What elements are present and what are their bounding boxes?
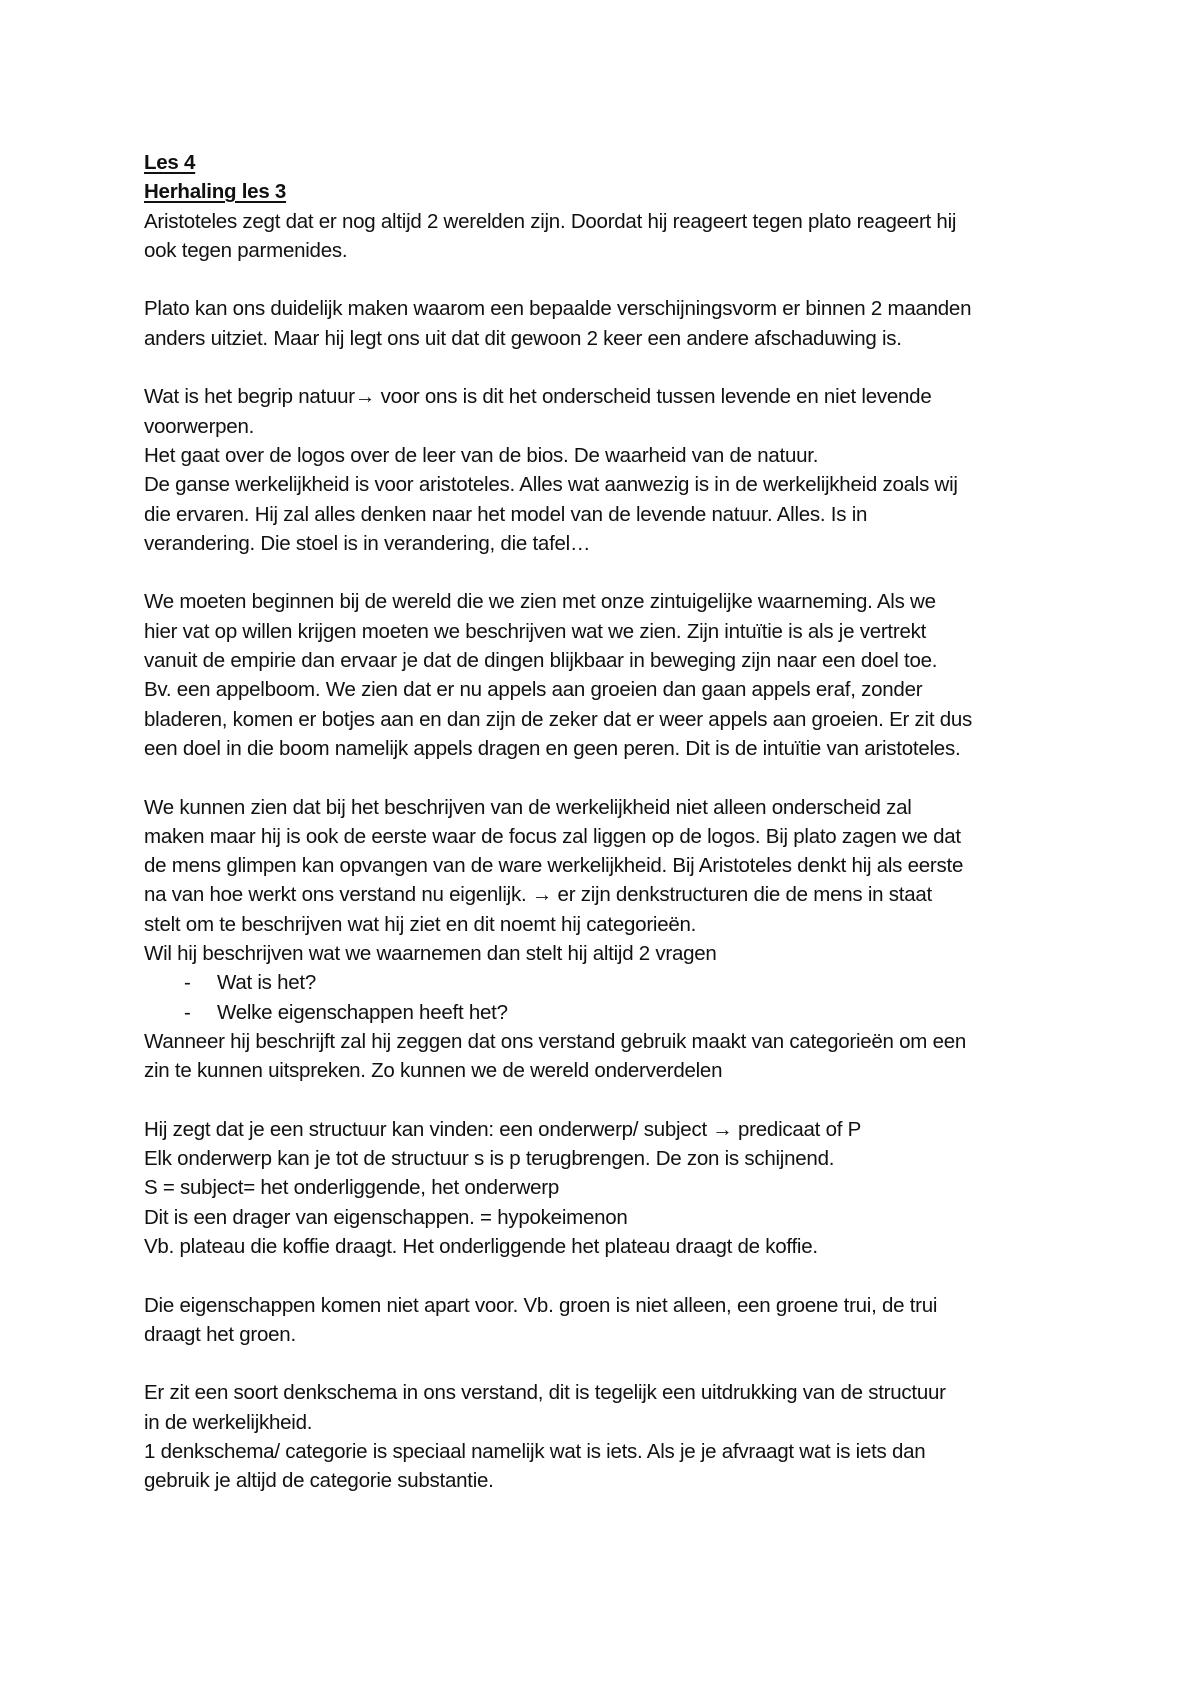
paragraph — [144, 587, 1079, 763]
text-line: zin te kunnen uitspreken. Zo kunnen we de wereld onderverdelen — [144, 1059, 723, 1083]
paragraph-gap — [144, 353, 1079, 382]
paragraph — [144, 207, 1079, 266]
text-line: ook tegen parmenides. — [144, 238, 348, 262]
paragraph — [144, 1291, 1079, 1350]
text-line: Het gaat over de logos over de leer van de bios. De waarheid van de natuur. — [144, 443, 819, 467]
text-line: in de werkelijkheid. — [144, 1410, 313, 1434]
text-line: Wanneer hij beschrijft zal hij zeggen dat ons verstand gebruik maakt van categorieën om een — [144, 1029, 967, 1053]
text-line: maken maar hij is ook de eerste waar de focus zal liggen op de logos. Bij plato zagen we dat — [144, 824, 961, 848]
paragraph — [144, 1115, 1079, 1261]
paragraph-gap — [144, 1086, 1079, 1115]
text-line: Wil hij beschrijven wat we waarnemen dan stelt hij altijd 2 vragen — [144, 942, 717, 966]
paragraph-gap — [144, 558, 1079, 587]
text-line: anders uitziet. Maar hij legt ons uit dat dit gewoon 2 keer een andere afschaduwing is. — [144, 326, 902, 350]
list-item-text: Welke eigenschappen heeft het? — [217, 1000, 508, 1024]
text-line: Hij zegt dat je een structuur kan vinden: een onderwerp/ subject → predicaat of P — [144, 1117, 862, 1141]
text-line: Plato kan ons duidelijk maken waarom een bepaalde verschijningsvorm er binnen 2 maanden — [144, 297, 972, 321]
text-line: Elk onderwerp kan je tot de structuur s is p terugbrengen. De zon is schijnend. — [144, 1147, 835, 1171]
bullet-dash: - — [184, 971, 191, 995]
text-line: Dit is een drager van eigenschappen. = hypokeimenon — [144, 1205, 628, 1229]
paragraph-gap — [144, 1261, 1079, 1290]
text-line: na van hoe werkt ons verstand nu eigenlijk. → er zijn denkstructuren die de mens in staat — [144, 883, 932, 907]
list-item — [144, 998, 1079, 1027]
text-line: Bv. een appelboom. We zien dat er nu appels aan groeien dan gaan appels eraf, zonder — [144, 678, 923, 702]
page-title: Les 4 — [144, 151, 196, 174]
text-line: vanuit de empirie dan ervaar je dat de dingen blijkbaar in beweging zijn naar een doel toe. — [144, 649, 938, 673]
text-line: draagt het groen. — [144, 1322, 296, 1346]
text-line: We moeten beginnen bij de wereld die we zien met onze zintuigelijke waarneming. Als we — [144, 590, 936, 614]
text-line: Er zit een soort denkschema in ons verstand, dit is tegelijk een uitdrukking van de structuur — [144, 1381, 946, 1405]
paragraph — [144, 793, 1079, 1086]
paragraph-gap — [144, 1349, 1079, 1378]
text-line: voorwerpen. — [144, 414, 255, 438]
text-line: een doel in die boom namelijk appels dragen en geen peren. Dit is de intuïtie van aristoteles. — [144, 736, 961, 760]
paragraph-gap — [144, 265, 1079, 294]
paragraph — [144, 1378, 1079, 1495]
text-line: stelt om te beschrijven wat hij ziet en dit noemt hij categorieën. — [144, 912, 697, 936]
text-line: die ervaren. Hij zal alles denken naar het model van de levende natuur. Alles. Is in — [144, 502, 868, 526]
text-line: 1 denkschema/ categorie is speciaal namelijk wat is iets. Als je je afvraagt wat is iets dan — [144, 1440, 926, 1464]
paragraph — [144, 382, 1079, 558]
text-line: gebruik je altijd de categorie substantie. — [144, 1469, 494, 1493]
list-item-text: Wat is het? — [217, 971, 317, 995]
text-line: S = subject= het onderliggende, het onderwerp — [144, 1176, 559, 1200]
text-line: De ganse werkelijkheid is voor aristoteles. Alles wat aanwezig is in de werkelijkheid zoals wij — [144, 473, 958, 497]
text-line: de mens glimpen kan opvangen van de ware werkelijkheid. Bij Aristoteles denkt hij als eerste — [144, 854, 964, 878]
text-line: Die eigenschappen komen niet apart voor. Vb. groen is niet alleen, een groene trui, de trui — [144, 1293, 938, 1317]
text-line: hier vat op willen krijgen moeten we beschrijven wat we zien. Zijn intuïtie is als je vertrekt — [144, 619, 927, 643]
document-body — [144, 148, 1079, 1496]
paragraph — [144, 294, 1079, 353]
text-line: Vb. plateau die koffie draagt. Het onderliggende het plateau draagt de koffie. — [144, 1234, 818, 1258]
section-heading: Herhaling les 3 — [144, 180, 287, 204]
text-line: verandering. Die stoel is in verandering, die tafel… — [144, 531, 591, 555]
bullet-list — [144, 968, 1079, 1027]
text-line: bladeren, komen er botjes aan en dan zijn de zeker dat er weer appels aan groeien. Er zit dus — [144, 707, 973, 731]
text-line: Aristoteles zegt dat er nog altijd 2 werelden zijn. Doordat hij reageert tegen plato reageert hij — [144, 209, 957, 233]
list-item — [144, 968, 1079, 997]
text-line: Wat is het begrip natuur→ voor ons is dit het onderscheid tussen levende en niet levende — [144, 385, 932, 409]
paragraph-gap — [144, 763, 1079, 792]
bullet-dash: - — [184, 1000, 191, 1024]
text-line: We kunnen zien dat bij het beschrijven van de werkelijkheid niet alleen onderscheid zal — [144, 795, 912, 819]
